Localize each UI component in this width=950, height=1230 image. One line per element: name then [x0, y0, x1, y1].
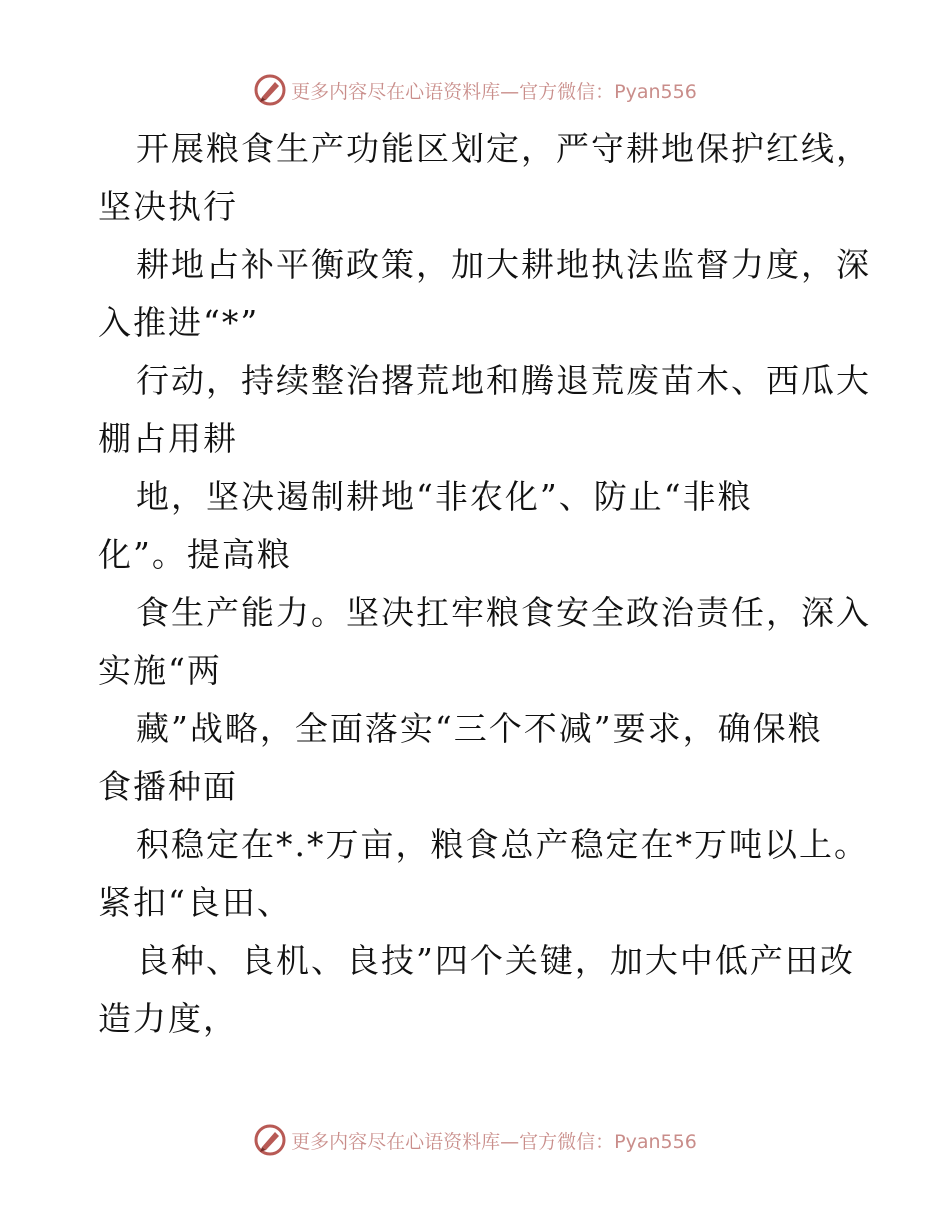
body-text-line: 良种、良机、良技”四个关键，加大中低产田改 [136, 941, 855, 980]
body-text-line: 开展粮食生产功能区划定，严守耕地保护红线， [136, 129, 871, 168]
body-text-line: 食生产能力。坚决扛牢粮食安全政治责任，深入 [136, 593, 871, 632]
body-text-line: 食播种面 [98, 767, 238, 806]
body-text-line: 行动，持续整治撂荒地和腾退荒废苗木、西瓜大 [136, 361, 871, 400]
body-text-line: 藏”战略，全面落实“三个不减”要求，确保粮 [136, 709, 823, 748]
watermark-text: 更多内容尽在心语资料库—官方微信：Pyan556 [291, 80, 697, 103]
footer-watermark [0, 1120, 950, 1160]
watermark-text: 更多内容尽在心语资料库—官方微信：Pyan556 [291, 1130, 697, 1153]
body-text-line: 积稳定在*.*万亩，粮食总产稳定在*万吨以上。 [136, 825, 869, 864]
body-text-line: 实施“两 [98, 651, 222, 690]
body-text-line: 坚决执行 [98, 187, 238, 226]
body-text-line: 棚占用耕 [98, 419, 238, 458]
pen-logo-icon [253, 73, 287, 107]
body-text-line: 入推进“*” [98, 303, 260, 342]
body-text-line: 化”。提高粮 [98, 535, 292, 574]
header-watermark [0, 70, 950, 110]
body-text-line: 耕地占补平衡政策，加大耕地执法监督力度，深 [136, 245, 871, 284]
body-text-line: 造力度， [98, 999, 238, 1038]
body-text-line: 地，坚决遏制耕地“非农化”、防止“非粮 [136, 477, 753, 516]
document-body [98, 120, 871, 1048]
pen-logo-icon [253, 1123, 287, 1157]
body-text-line: 紧扣“良田、 [98, 883, 292, 922]
